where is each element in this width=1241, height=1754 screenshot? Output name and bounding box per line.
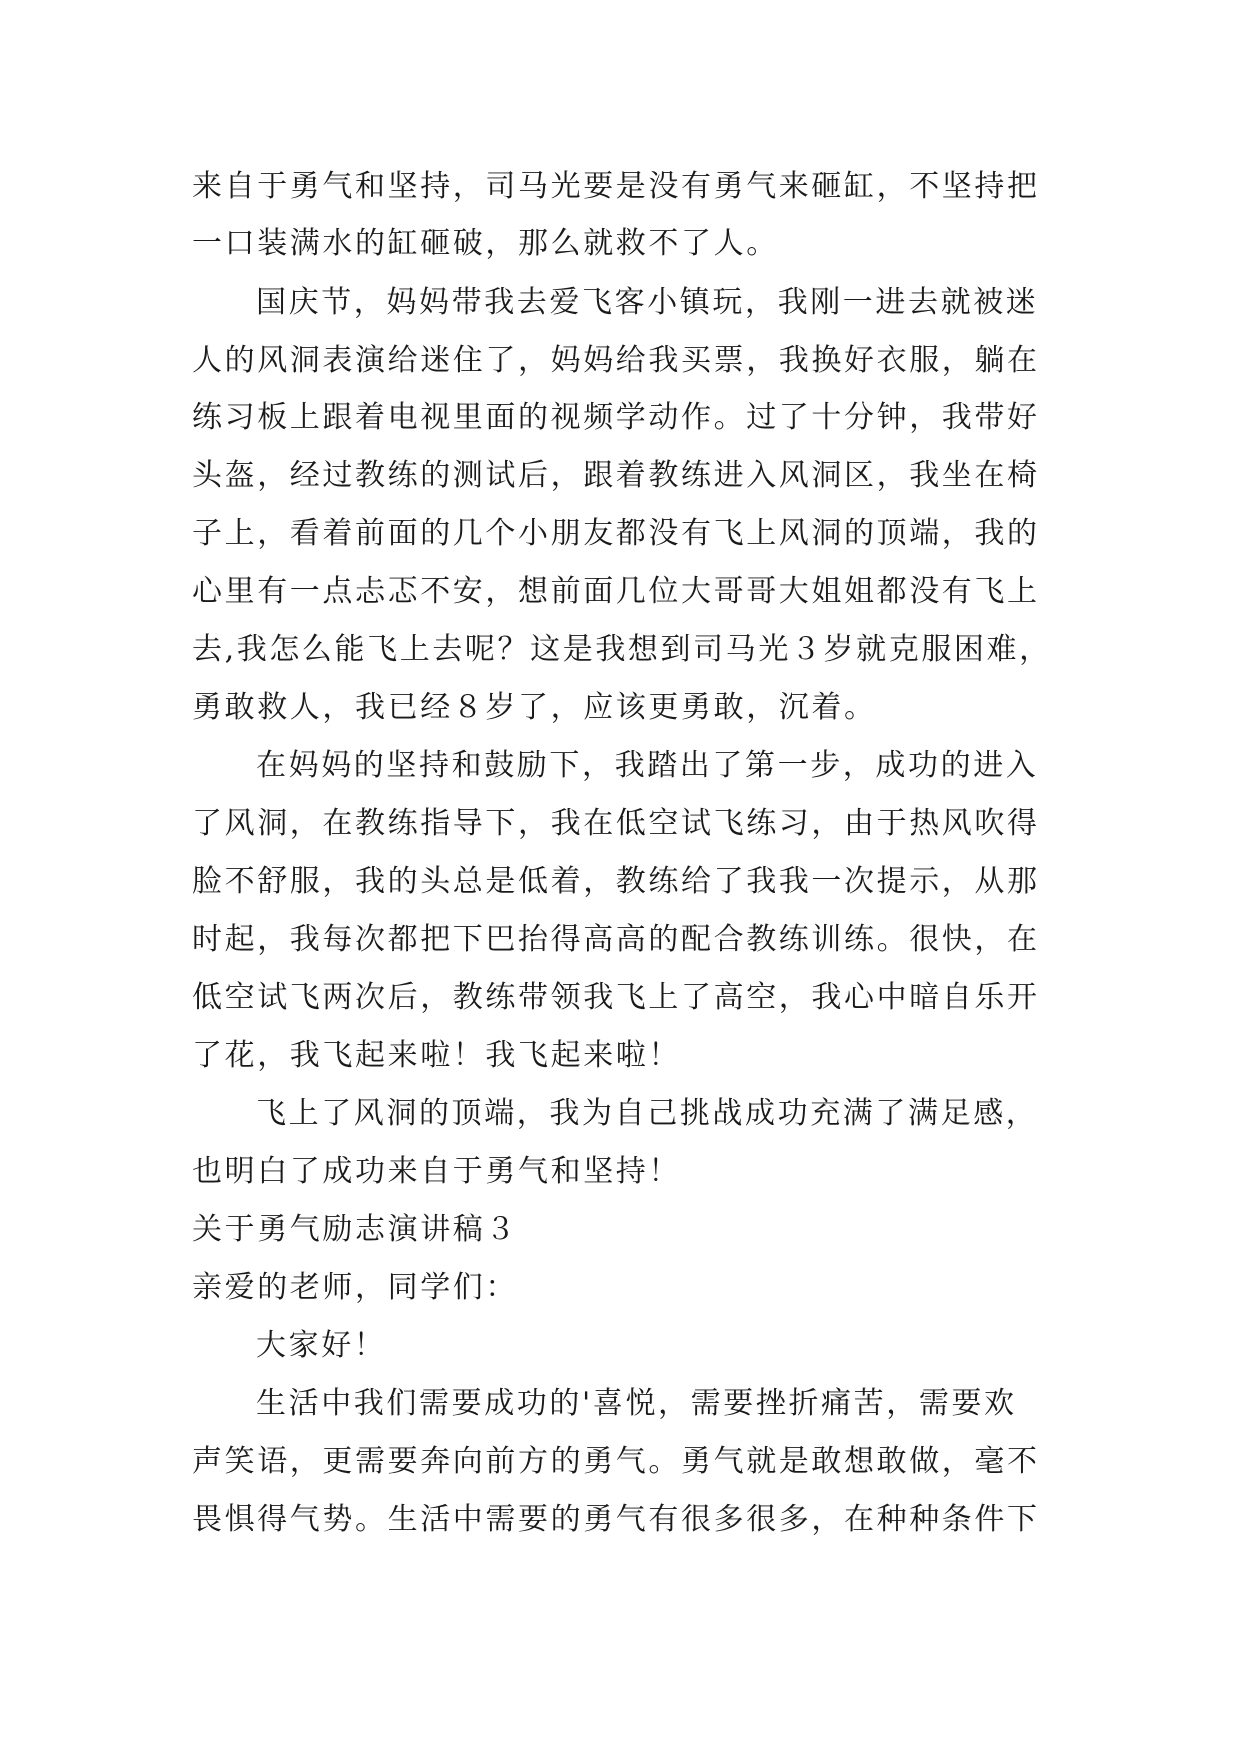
text-line: 勇敢救人，我已经８岁了，应该更勇敢，沉着。 bbox=[192, 690, 877, 725]
text-line: 子上，看着前面的几个小朋友都没有飞上风洞的顶端，我的 bbox=[192, 516, 1040, 551]
text-line: 了花，我飞起来啦！我飞起来啦！ bbox=[192, 1038, 681, 1073]
text-line: 一口装满水的缸砸破，那么就救不了人。 bbox=[192, 226, 779, 261]
salutation: 亲爱的老师，同学们： bbox=[192, 1270, 518, 1305]
paragraph-first-line: 生活中我们需要成功的'喜悦，需要挫折痛苦，需要欢 bbox=[256, 1386, 1017, 1421]
paragraph-first-line: 飞上了风洞的顶端，我为自己挑战成功充满了满足感， bbox=[256, 1096, 1039, 1131]
text-line: 人的风洞表演给迷住了，妈妈给我买票，我换好衣服，躺在 bbox=[192, 343, 1040, 378]
text-line: 去,我怎么能飞上去呢？这是我想到司马光３岁就克服困难， bbox=[192, 632, 1052, 667]
text-line: 也明白了成功来自于勇气和坚持！ bbox=[192, 1154, 681, 1189]
paragraph-first-line: 在妈妈的坚持和鼓励下，我踏出了第一步，成功的进入 bbox=[256, 748, 1039, 783]
text-line: 脸不舒服，我的头总是低着，教练给了我我一次提示，从那 bbox=[192, 864, 1040, 899]
text-line: 畏惧得气势。生活中需要的勇气有很多很多，在种种条件下 bbox=[192, 1502, 1040, 1537]
text-line: 来自于勇气和坚持，司马光要是没有勇气来砸缸，不坚持把 bbox=[192, 169, 1040, 204]
paragraph-first-line: 国庆节，妈妈带我去爱飞客小镇玩，我刚一进去就被迷 bbox=[256, 285, 1039, 320]
text-line: 了风洞，在教练指导下，我在低空试飞练习，由于热风吹得 bbox=[192, 806, 1040, 841]
text-line: 心里有一点忐忑不安，想前面几位大哥哥大姐姐都没有飞上 bbox=[192, 574, 1040, 609]
text-line: 低空试飞两次后，教练带领我飞上了高空，我心中暗自乐开 bbox=[192, 980, 1040, 1015]
greeting: 大家好！ bbox=[256, 1328, 387, 1363]
text-line: 时起，我每次都把下巴抬得高高的配合教练训练。很快，在 bbox=[192, 922, 1040, 957]
text-line: 头盔，经过教练的测试后，跟着教练进入风洞区，我坐在椅 bbox=[192, 458, 1040, 493]
text-line: 练习板上跟着电视里面的视频学动作。过了十分钟，我带好 bbox=[192, 400, 1040, 435]
text-line: 声笑语，更需要奔向前方的勇气。勇气就是敢想敢做，毫不 bbox=[192, 1444, 1040, 1479]
section-heading: 关于勇气励志演讲稿３ bbox=[192, 1212, 518, 1247]
